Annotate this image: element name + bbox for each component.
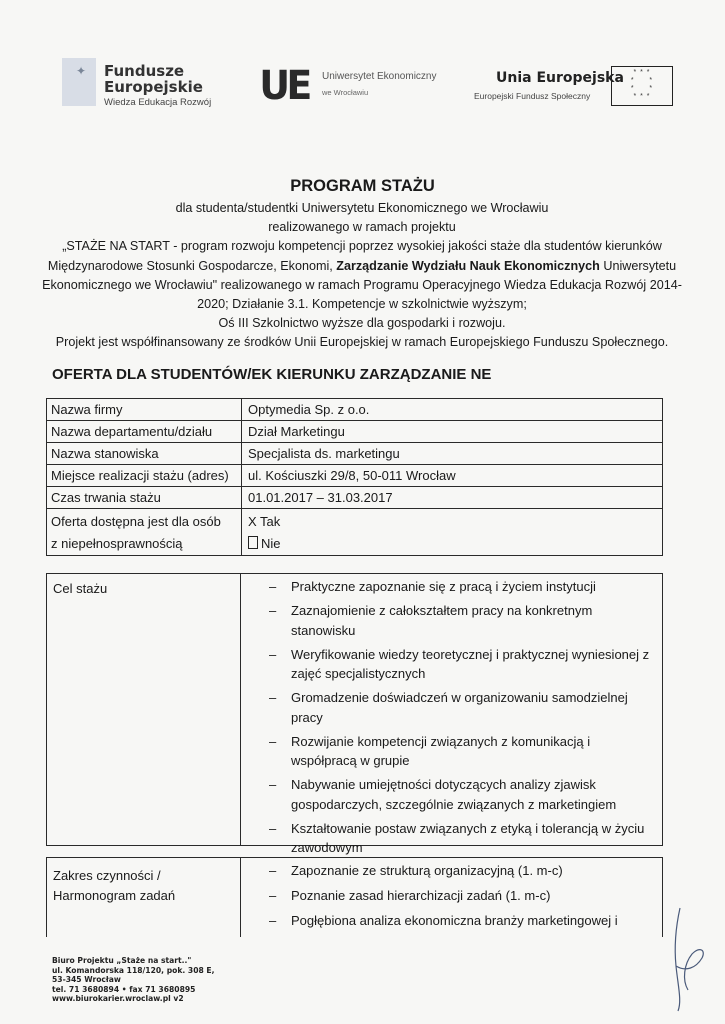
table-row: Nazwa stanowiska Specjalista ds. marketingu xyxy=(47,443,663,465)
option-yes: X Tak xyxy=(248,514,281,529)
fe-logo-title xyxy=(104,63,203,95)
list-item: – Rozwijanie kompetencji związanych z komunikacją i współpracą w grupie xyxy=(269,732,662,771)
list-item: – Zapoznanie ze strukturą organizacyjną (1. m-c) xyxy=(269,861,662,880)
list-item: – Nabywanie umiejętności dotyczących analizy zjawisk gospodarczych, szczególnie związanych z marketingiem xyxy=(269,775,662,814)
cel-stazu-box xyxy=(46,573,663,855)
cel-stazu-list xyxy=(269,577,662,862)
checkbox-icon xyxy=(248,536,258,549)
list-item: – Praktyczne zapoznanie się z pracą i życiem instytucji xyxy=(269,577,662,597)
ue-name: Uniwersytet Ekonomiczny xyxy=(322,71,437,82)
list-item: – Kształtowanie postaw związanych z etyką i tolerancją w życiu zawodowym xyxy=(269,819,662,858)
table-row-disability: Oferta dostępna jest dla osób z niepełnosprawnością X Tak Nie xyxy=(47,509,663,556)
ue-logo: UE xyxy=(259,63,309,109)
intro-paragraph: „STAŻE NA START - program rozwoju kompetencji poprzez wysokiej jakości staże dla studentów kierunków Międzynarodowe Stosunki Gospodarcze, Ekonomi, Zarządzanie Wydziału Nauk Ekonomicznych Uniwersytetu Ekonomicznego we Wrocławiu" realizowanego w ramach Programu Operacyjnego Wiedza Edukacja Rozwój 2014-2020; Działanie 3.1. Kompetencje w szkolnictwie wyższym; xyxy=(42,239,682,312)
zakres-label: Zakres czynności / Harmonogram zadań xyxy=(53,868,176,903)
list-item: – Gromadzenie doświadczeń w organizowaniu samodzielnej pracy xyxy=(269,688,662,727)
eu-subtitle: Europejski Fundusz Społeczny xyxy=(474,91,591,101)
cel-stazu-label: Cel stażu xyxy=(53,581,108,596)
list-item: – Pogłębiona analiza ekonomiczna branży marketingowej i xyxy=(269,911,662,930)
fe-title-line-2: Europejskie xyxy=(104,78,203,96)
table-row: Nazwa departamentu/działu Dział Marketingu xyxy=(47,421,663,443)
ue-city: we Wrocławiu xyxy=(322,88,369,97)
intro-line-1: dla studenta/studentki Uniwersytetu Ekonomicznego we Wrocławiu xyxy=(175,201,549,215)
offer-heading: OFERTA DLA STUDENTÓW/EK KIERUNKU ZARZĄDZANIE NE xyxy=(52,366,492,383)
list-item: – Weryfikowanie wiedzy teoretycznej i praktycznej wyniesionej z zajęć specjalistycznych xyxy=(269,645,662,684)
offer-table xyxy=(46,398,663,556)
signature-mark xyxy=(662,906,712,1016)
star-icon: ✦ xyxy=(76,64,87,78)
page-title: PROGRAM STAŻU xyxy=(290,177,435,195)
eu-flag-icon: * * * * * * * * * * xyxy=(611,66,673,106)
fe-logo-subtitle: Wiedza Edukacja Rozwój xyxy=(104,97,212,108)
zakres-list xyxy=(269,861,662,936)
table-row: Nazwa firmy Optymedia Sp. z o.o. xyxy=(47,399,663,421)
list-item: – Zaznajomienie z całokształtem pracy na konkretnym stanowisku xyxy=(269,601,662,640)
intro-text xyxy=(42,199,682,353)
table-row: Czas trwania stażu 01.01.2017 – 31.03.2017 xyxy=(47,487,663,509)
eu-title: Unia Europejska xyxy=(496,70,624,86)
table-row: Miejsce realizacji stażu (adres) ul. Kościuszki 29/8, 50-011 Wrocław xyxy=(47,465,663,487)
footer-address: Biuro Projektu „Staże na start.." ul. Komandorska 118/120, pok. 308 E, 53-345 Wrocław tel. 71 3680894 • fax 71 3680895 www.biurokarier.wroclaw.pl v2 xyxy=(52,956,215,1004)
zakres-box xyxy=(46,857,663,937)
fe-logo-mark xyxy=(62,58,96,106)
intro-funding: Projekt jest współfinansowany ze środków Unii Europejskiej w ramach Europejskiego Funduszu Społecznego. xyxy=(55,335,669,350)
option-no: Nie xyxy=(248,533,658,555)
fe-title-line-1: Fundusze xyxy=(104,62,185,80)
intro-line-2: realizowanego w ramach projektu xyxy=(268,220,456,235)
intro-axis: Oś III Szkolnictwo wyższe dla gospodarki i rozwoju. xyxy=(218,316,506,331)
list-item: – Poznanie zasad hierarchizacji zadań (1. m-c) xyxy=(269,886,662,905)
